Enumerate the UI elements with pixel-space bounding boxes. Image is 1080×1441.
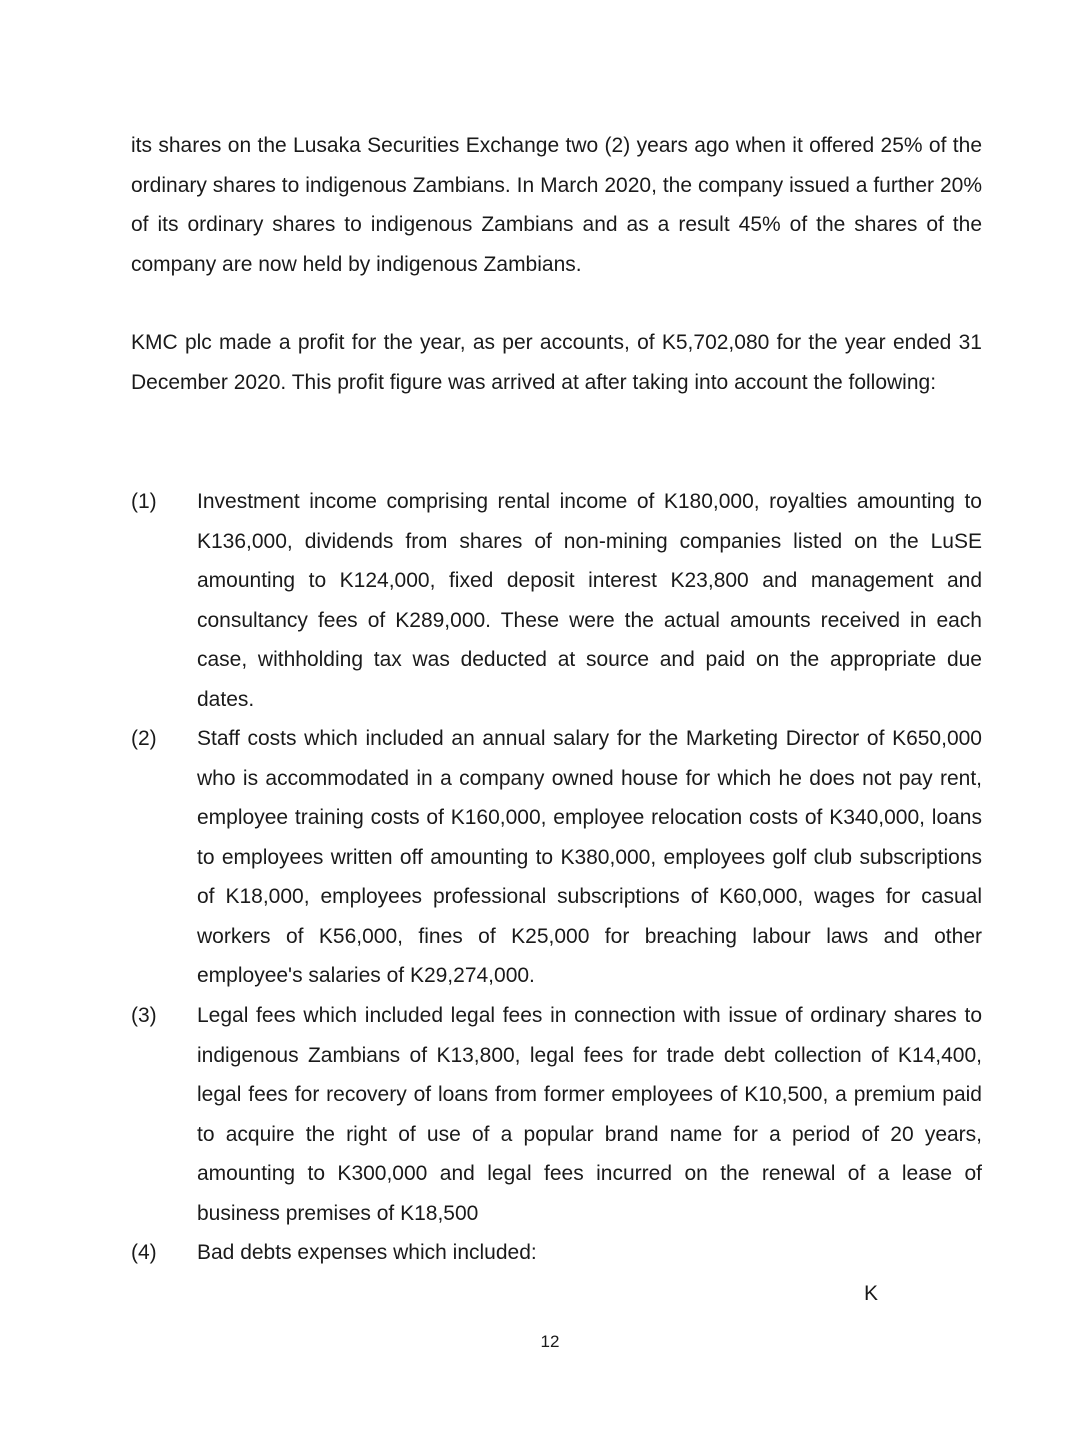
list-item-number: (2)	[131, 727, 157, 750]
list-item-text: Investment income comprising rental income of K180,000, royalties amounting to K136,000, dividends from shares of non-mining companies listed on the LuSE amounting to K124,000, fixed deposit interest K23,800 and management and consultancy fees of K289,000. These were the actual amounts received in each case, withholding tax was deducted at source and paid on the appropriate due dates.	[197, 490, 982, 711]
list-item-text: Bad debts expenses which included:	[197, 1241, 537, 1264]
list-item-number: (4)	[131, 1241, 157, 1264]
list-item-number: (3)	[131, 1004, 157, 1027]
currency-column-header: K	[864, 1282, 879, 1305]
list-item-text: Legal fees which included legal fees in connection with issue of ordinary shares to indigenous Zambians of K13,800, legal fees for trade debt collection of K14,400, legal fees for recovery of loans from former employees of K10,500, a premium paid to acquire the right of use of a popular brand name for a period of 20 years, amounting to K300,000 and legal fees incurred on the renewal of a lease of business premises of K18,500	[197, 1004, 982, 1225]
list-item-number: (1)	[131, 490, 157, 513]
list-item-text: Staff costs which included an annual salary for the Marketing Director of K650,000 who is accommodated in a company owned house for which he does not pay rent, employee training costs of K160,000, employee relocation costs of K340,000, loans to employees written off amounting to K380,000, employees golf club subscriptions of K18,000, employees professional subscriptions of K60,000, wages for casual workers of K56,000, fines of K25,000 for breaching labour laws and other employee's salaries of K29,274,000.	[197, 727, 982, 987]
paragraph-share-issue: its shares on the Lusaka Securities Exchange two (2) years ago when it offered 25% of the ordinary shares to indigenous Zambians. In March 2020, the company issued a further 20% of its ordinary shares to indigenous Zambians and as a result 45% of the shares of the company are now held by indigenous Zambians.	[131, 134, 982, 276]
page-number: 12	[540, 1332, 560, 1351]
paragraph-profit: KMC plc made a profit for the year, as per accounts, of K5,702,080 for the year ended 31 December 2020. This profit figure was arrived at after taking into account the following:	[131, 331, 982, 394]
